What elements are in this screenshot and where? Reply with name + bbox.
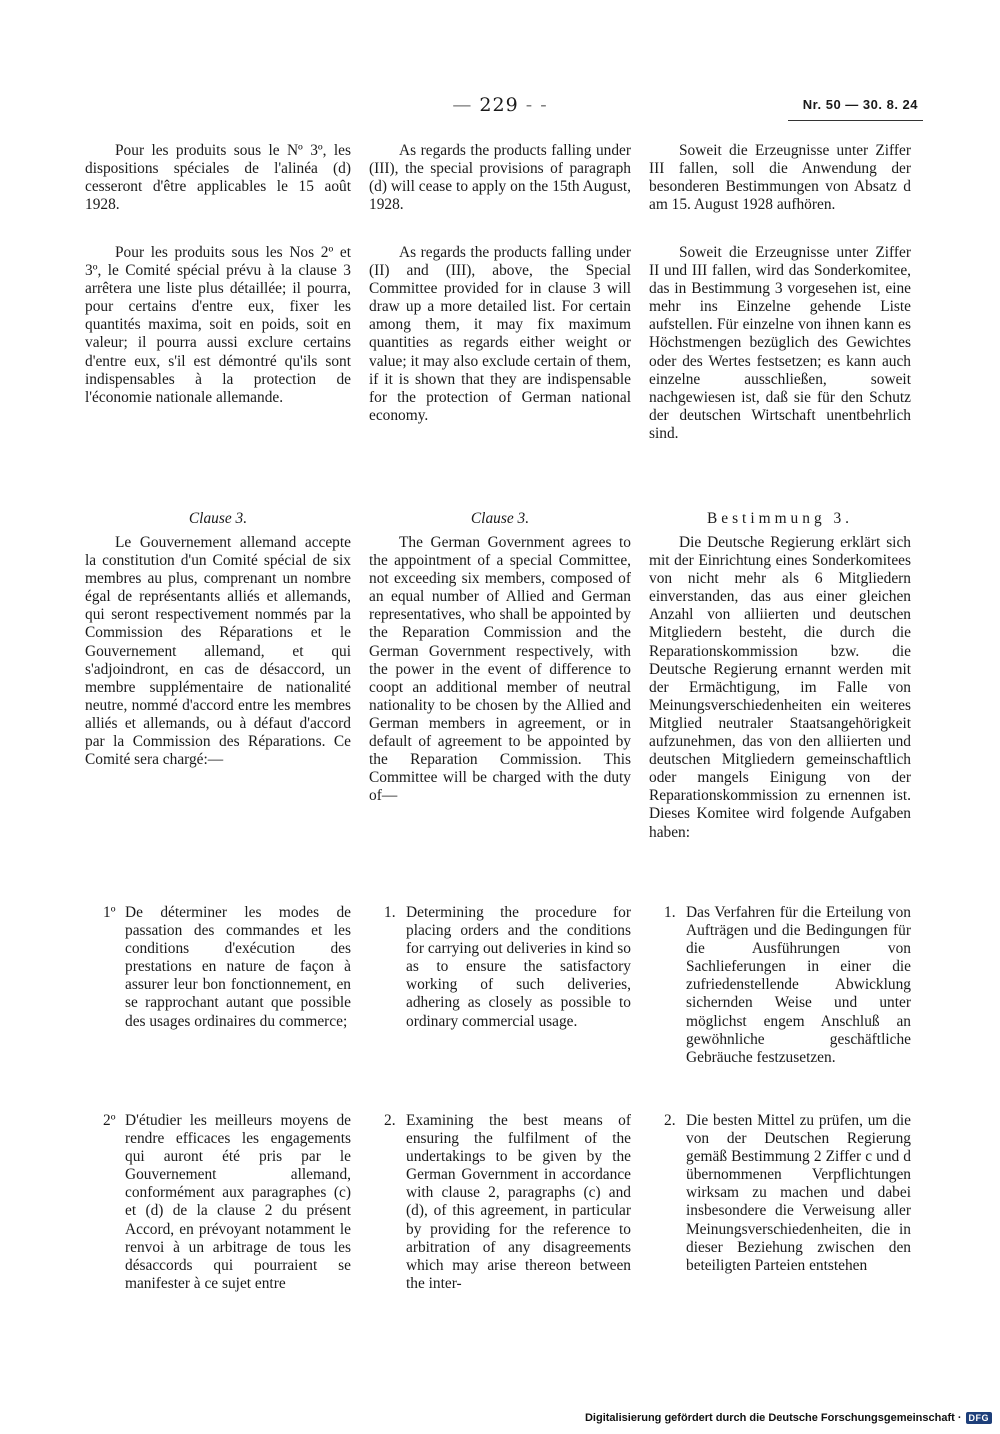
list-item-en-2: [384, 1112, 631, 1293]
para-de-2: Soweit die Erzeugnisse unter Ziffer II und III fallen, wird das Sonderkomitee, das in Bestimmung 3 vorgesehen ist, eine mehr ins Einzelne gehende Liste aufstellen. Für einzelne von ihnen kann es Höchstmengen bezüglich des Gewichtes oder des Wertes festsetzen; es kann auch einzelne ausschließen, soweit nachgewiesen ist, daß sie für den Schutz der deutschen Wirtschaft unentbehrlich sind.: [649, 244, 911, 442]
item-number: 2.: [384, 1112, 396, 1129]
item-number: 2.: [664, 1112, 676, 1129]
footer-text: Digitalisierung gefördert durch die Deutsche Forschungsgemeinschaft ·: [584, 1412, 962, 1424]
item-text: Das Verfahren für die Erteilung von Aufträgen und die Bedingungen für die Ausführungen von Sachlieferungen in einer die zufriedenstellende Abwicklung sichernden Weise und unter möglichst engem Anschluß an gewöhnliche geschäftliche Gebräuche festzusetzen.: [686, 904, 911, 1066]
item-number: 1º: [103, 904, 116, 921]
page-number: 229: [479, 94, 519, 116]
item-number: 1.: [384, 904, 396, 921]
item-text: Examining the best means of ensuring the fulfilment of the undertakings to be given by the German Government in accordance with clause 2, paragraphs (c) and (d), of this agreement, in particular by providing for the reference to arbitration of any disagreements which may arise thereon between the inter-: [406, 1112, 631, 1292]
list-item-fr-1: [103, 904, 351, 1031]
para-fr-2: Pour les produits sous les Nos 2º et 3º, le Comité spécial prévu à la clause 3 arrêtera une liste plus détaillée; il pourra, pour certains d'entre eux, fixer les quantités maxima, soit en poids, soit en valeur; il pourra aussi exclure certains d'entre eux, s'il est démontré qu'ils sont indispensables à la protection de l'économie nationale allemande.: [85, 244, 351, 406]
item-number: 1.: [664, 904, 676, 921]
digitization-footer: [585, 1412, 992, 1424]
item-text: D'étudier les meilleurs moyens de rendre efficaces les engagements qui auront été pris par le Gouvernement allemand, conformément aux paragraphes (c) et (d) de la clause 2 du présent Accord, en prévoyant notamment le renvoi à un arbitrage de tous les désaccords qui pourraient se manifester à ce sujet entre: [125, 1112, 351, 1292]
para-fr-1: Pour les produits sous le Nº 3º, les dispositions spéciales de l'alinéa (d) cesseront d'être applicables le 15 août 1928.: [85, 142, 351, 214]
list-item-fr-2: [103, 1112, 351, 1293]
clause-heading-fr: Clause 3.: [188, 510, 248, 527]
clause-heading-de: Bestimmung 3.: [706, 510, 854, 527]
item-text: Determining the procedure for placing orders and the conditions for carrying out deliveries in kind so as to ensure the satisfactory working of such deliveries, adhering as closely as possible to ordinary commercial usage.: [406, 904, 631, 1030]
list-item-en-1: [384, 904, 631, 1031]
item-text: Die besten Mittel zu prüfen, um die von der Deutschen Regierung gemäß Bestimmung 2 Ziffer c und d übernommenen Verpflichtungen wirksam zu machen und dabei insbesondere die Verweisung aller Meinungsverschiedenheiten, die in dieser Beziehung zwischen den beteiligten Parteien entstehen: [686, 1112, 911, 1274]
issue-reference: Nr. 50 — 30. 8. 24: [802, 97, 918, 112]
header-rule: [788, 120, 923, 121]
para-fr-3: Le Gouvernement allemand accepte la constitution d'un Comité spécial de six membres au plus, comprenant un nombre égal de représentants alliés et allemands, qui seront respectivement nommés par la Commission des Réparations et le Gouvernement allemand, et qui s'adjoindront, en cas de désaccord, un membre supplémentaire de nationalité neutre, nommé d'accord entre les membres alliés et allemands, ou à défaut d'accord par la Commission des Réparations. Ce Comité sera chargé:—: [85, 534, 351, 769]
list-item-de-1: [664, 904, 911, 1067]
para-en-2: As regards the products falling under (II) and (III), above, the Special Committee provided for in clause 3 will draw up a more detailed list. For certain among them, it may fix maximum quantities as regards either weight or value; it may also exclude certain of them, if it is shown that they are indispensable for the protection of German national economy.: [369, 244, 631, 424]
header-dash-left: —: [452, 94, 473, 116]
clause-heading-en: Clause 3.: [470, 510, 530, 527]
para-de-3: Die Deutsche Regierung erklärt sich mit der Einrichtung eines Sonderkomitees von nicht mehr als 6 Mitgliedern einverstanden, das aus einer gleichen Anzahl von alliierten und deutschen Mitgliedern besteht, die durch die Reparationskommission bzw. die Deutsche Regierung ernannt werden mit der Ermächtigung, im Falle von Meinungsverschiedenheiten ein weiteres Mitglied neutraler Staatsangehörigkeit aufzunehmen, das von den alliierten und deutschen Mitgliedern gemeinschaftlich oder mangels Einigung von der Reparationskommission zu ernennen ist. Dieses Komitee wird folgende Aufgaben haben:: [649, 534, 911, 841]
para-de-1: Soweit die Erzeugnisse unter Ziffer III fallen, soll die Anwendung der besonderen Bestimmungen von Absatz d am 15. August 1928 aufhören.: [649, 142, 911, 214]
para-en-3: The German Government agrees to the appointment of a special Committee, not exceeding six members, composed of an equal number of Allied and German representatives, who shall be appointed by the Reparation Commission and the German Government respectively, with the power in the event of difference to coopt an additional member of neutral nationality to be chosen by the Allied and German members in agreement, or in default of agreement to be appointed by the Reparation Commission. This Committee will be charged with the duty of—: [369, 534, 631, 805]
list-item-de-2: [664, 1112, 911, 1275]
para-en-1: As regards the products falling under (III), the special provisions of paragraph (d) will cease to apply on the 15th August, 1928.: [369, 142, 631, 214]
item-text: De déterminer les modes de passation des commandes et les conditions d'exécution des prestations en nature de façon à assurer leur bon fonctionnement, en se rapprochant autant que possible des usages ordinaires du commerce;: [125, 904, 351, 1030]
dfg-logo-icon: DFG: [966, 1412, 993, 1424]
item-number: 2º: [103, 1112, 116, 1129]
header-dash-right: - -: [525, 94, 548, 116]
